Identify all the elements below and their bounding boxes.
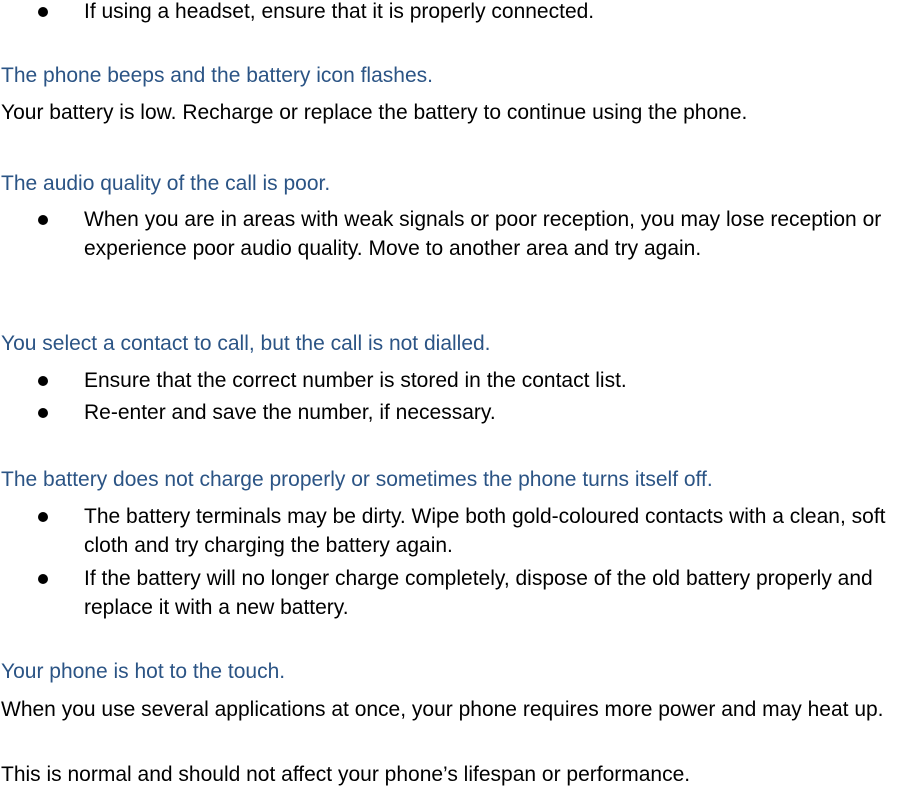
bullet-dot-icon [38,512,48,522]
section-heading: The battery does not charge properly or sometimes the phone turns itself off. [1,468,713,491]
bullet-dot-icon [38,215,48,225]
bullet-dot-icon [38,7,48,17]
bullet-text: If the battery will no longer charge completely, dispose of the old battery properly and replace it with a new battery. [84,567,873,619]
bullet-text: Re-enter and save the number, if necessary. [84,401,496,424]
paragraph: This is normal and should not affect your phone’s lifespan or performance. [1,763,691,786]
section-heading: Your phone is hot to the touch. [1,660,286,683]
section-heading: The phone beeps and the battery icon flashes. [1,64,433,87]
paragraph: When you use several applications at once, your phone requires more power and may heat up. [1,698,884,721]
bullet-item [0,366,918,395]
bullet-text: If using a headset, ensure that it is properly connected. [84,0,595,23]
bullet-dot-icon [38,376,48,386]
section-heading: The audio quality of the call is poor. [1,172,331,195]
bullet-dot-icon [38,408,48,418]
bullet-item [0,205,918,263]
bullet-text: The battery terminals may be dirty. Wipe both gold-coloured contacts with a clean, soft cloth and try charging the battery again. [84,505,886,557]
bullet-text: Ensure that the correct number is stored in the contact list. [84,369,627,392]
paragraph: Your battery is low. Recharge or replace the battery to continue using the phone. [1,101,748,124]
bullet-dot-icon [38,574,48,584]
bullet-item [0,0,918,26]
bullet-item [0,398,918,427]
bullet-item [0,502,918,560]
bullet-item [0,564,918,622]
bullet-text: When you are in areas with weak signals or poor reception, you may lose reception or experience poor audio quality. Move to another area and try again. [84,208,882,260]
section-heading: You select a contact to call, but the call is not dialled. [1,332,491,355]
